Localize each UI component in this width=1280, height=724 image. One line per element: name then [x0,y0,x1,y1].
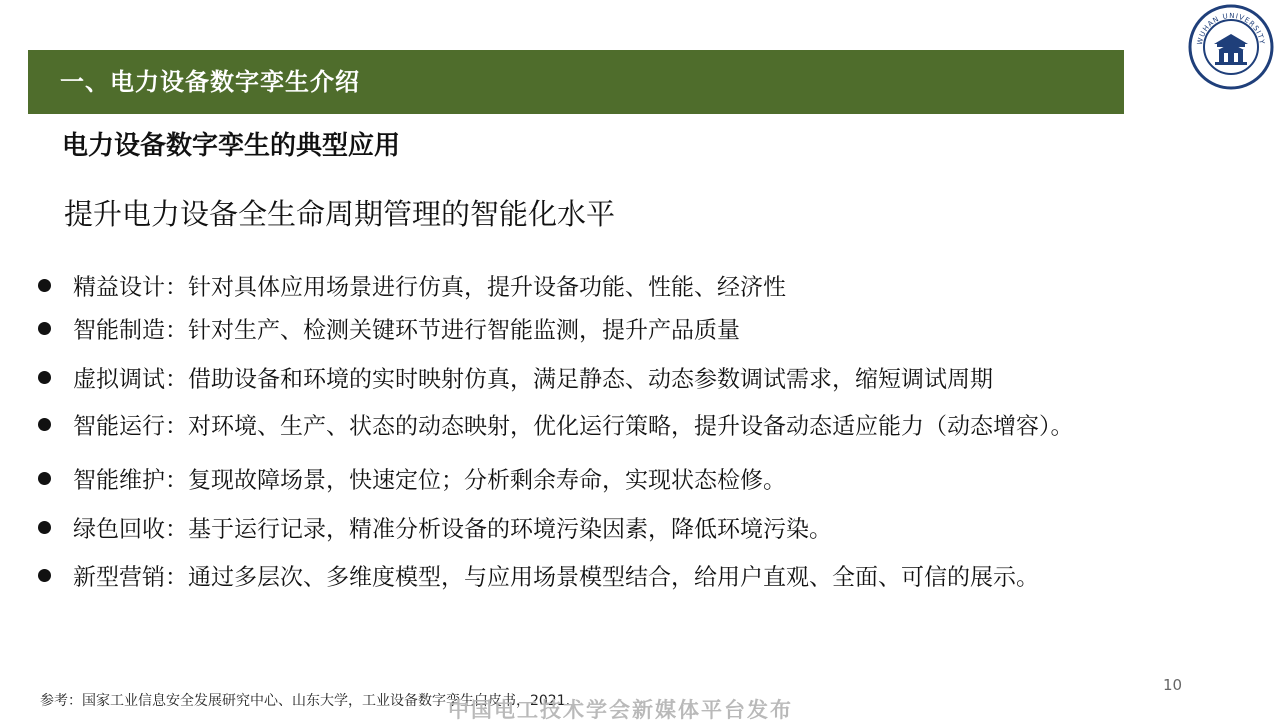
bullet-dot-icon [38,418,51,431]
theme-heading: 提升电力设备全生命周期管理的智能化水平 [64,197,616,231]
reference-note: 参考：国家工业信息安全发展研究中心、山东大学，工业设备数字孪生白皮书，2021. [40,693,571,709]
list-item [38,362,993,397]
seal-text: WUHAN UNIVERSITY [1195,11,1266,46]
list-item [38,560,1039,595]
watermark: 中国电工技术学会新媒体平台发布 [448,697,793,722]
list-item [38,512,832,547]
bullet-text: 绿色回收：基于运行记录，精准分析设备的环境污染因素，降低环境污染。 [73,516,832,543]
page-number: 10 [1163,676,1183,694]
section-header-band [28,50,1124,114]
list-item [38,463,786,498]
bullet-text: 智能运行：对环境、生产、状态的动态映射，优化运行策略，提升设备动态适应能力（动态增容）。 [73,413,1074,440]
bullet-dot-icon [38,371,51,384]
bullet-dot-icon [38,472,51,485]
section-title: 一、电力设备数字孪生介绍 [60,68,360,96]
university-seal-icon [1188,4,1274,90]
bullet-dot-icon [38,322,51,335]
bullet-text: 智能制造：针对生产、检测关键环节进行智能监测，提升产品质量 [73,317,740,344]
subtitle: 电力设备数字孪生的典型应用 [62,131,401,161]
bullet-text: 智能维护：复现故障场景，快速定位；分析剩余寿命，实现状态检修。 [73,467,786,494]
list-item [38,270,786,305]
bullet-text: 虚拟调试：借助设备和环境的实时映射仿真，满足静态、动态参数调试需求，缩短调试周期 [73,366,993,393]
list-item [38,313,740,348]
list-item [38,409,1074,444]
bullet-dot-icon [38,569,51,582]
bullet-text: 新型营销：通过多层次、多维度模型，与应用场景模型结合，给用户直观、全面、可信的展示。 [73,564,1039,591]
bullet-dot-icon [38,279,51,292]
bullet-dot-icon [38,521,51,534]
bullet-text: 精益设计：针对具体应用场景进行仿真，提升设备功能、性能、经济性 [73,274,786,301]
